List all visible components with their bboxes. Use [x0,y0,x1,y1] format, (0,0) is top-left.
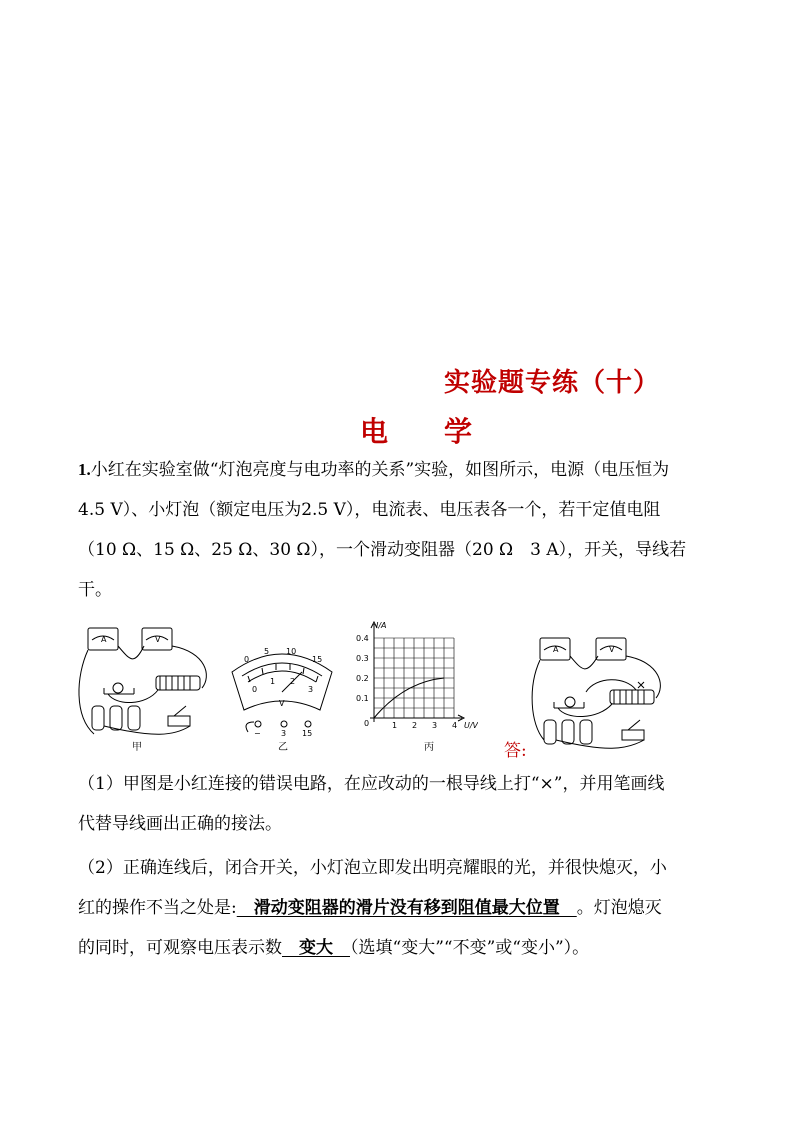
terminal-label: − [254,729,261,738]
ammeter-label: A [553,645,559,654]
question-1-part-2 [78,848,718,968]
voltmeter-label: V [609,645,615,654]
section-subtitle [360,410,472,450]
part-2-text: 的同时，可观察电压表示数 [78,938,282,958]
caption-bing: 丙 [424,742,434,753]
graph-ytick: 0.3 [356,654,369,663]
question-1-line [78,450,718,490]
caption-yi: 乙 [278,742,288,753]
question-number: 1. [78,460,91,479]
part-2-text: 红的操作不当之处是: [78,898,237,918]
graph-ytick: 0.1 [356,694,369,703]
part-2-line [78,888,718,928]
page-title: 实验题专练（十） [444,368,661,398]
question-1-line: 干。 [78,580,112,600]
graph-xtick: 2 [412,721,418,730]
ammeter-label: A [101,635,107,644]
graph-xtick: 4 [452,721,458,730]
question-1-part-1 [78,764,718,844]
terminal-label: 3 [281,729,287,738]
dial-unit: V [279,699,285,708]
voltmeter-dial-yi [228,642,336,738]
circuit-diagram-answer [526,636,670,752]
question-1-text: 小红在实验室做“灯泡亮度与电功率的关系”实验，如图所示，电源（电压恒为 [90,460,670,480]
dial-bottom-tick: 3 [308,685,314,694]
voltmeter-label: V [155,635,161,644]
dial-top-tick: 15 [312,655,323,664]
figures-row [70,618,730,758]
answer-blank-2: 变大 [282,938,350,958]
caption-jia: 甲 [132,742,142,753]
dial-top-tick: 10 [286,647,297,656]
part-2-line: （2）正确连线后，闭合开关，小灯泡立即发出明亮耀眼的光，并很快熄灭，小 [78,858,667,878]
graph-origin: 0 [364,719,370,728]
question-1-line: （10 Ω、15 Ω、25 Ω、30 Ω），一个滑动变阻器（20 Ω 3 A），开关，导线若 [78,540,687,560]
graph-ytick: 0.4 [356,634,369,643]
iu-graph-bing [352,618,478,736]
part-2-text: 。灯泡熄灭 [576,898,662,918]
dial-bottom-tick: 1 [270,677,276,686]
question-1-line: 4.5 V）、小灯泡（额定电压为2.5 V），电流表、电压表各一个，若干定值电阻 [78,500,661,520]
part-2-line [78,928,718,968]
subtitle-char-1: 电 [360,415,389,448]
dial-top-tick: 0 [244,655,250,664]
graph-ytick: 0.2 [356,674,369,683]
answer-label: 答: [504,741,527,761]
subtitle-char-2: 学 [444,415,473,448]
part-1-line: （1）甲图是小红连接的错误电路，在应改动的一根导线上打“×”，并用笔画线 [78,774,665,794]
dial-bottom-tick: 0 [252,685,258,694]
graph-xlabel: U/V [464,721,478,730]
graph-xtick: 3 [432,721,438,730]
dial-bottom-tick: 2 [290,677,296,686]
graph-xtick: 1 [392,721,398,730]
answer-blank-1: 滑动变阻器的滑片没有移到阻值最大位置 [236,898,577,918]
question-1-stem [78,450,718,610]
circuit-diagram-jia [74,626,214,738]
part-2-text: （选填“变大”“不变”或“变小”）。 [350,938,590,958]
dial-top-tick: 5 [264,647,270,656]
graph-ylabel: I/A [376,621,387,630]
terminal-label: 15 [302,729,313,738]
part-1-line: 代替导线画出正确的接法。 [78,814,282,834]
